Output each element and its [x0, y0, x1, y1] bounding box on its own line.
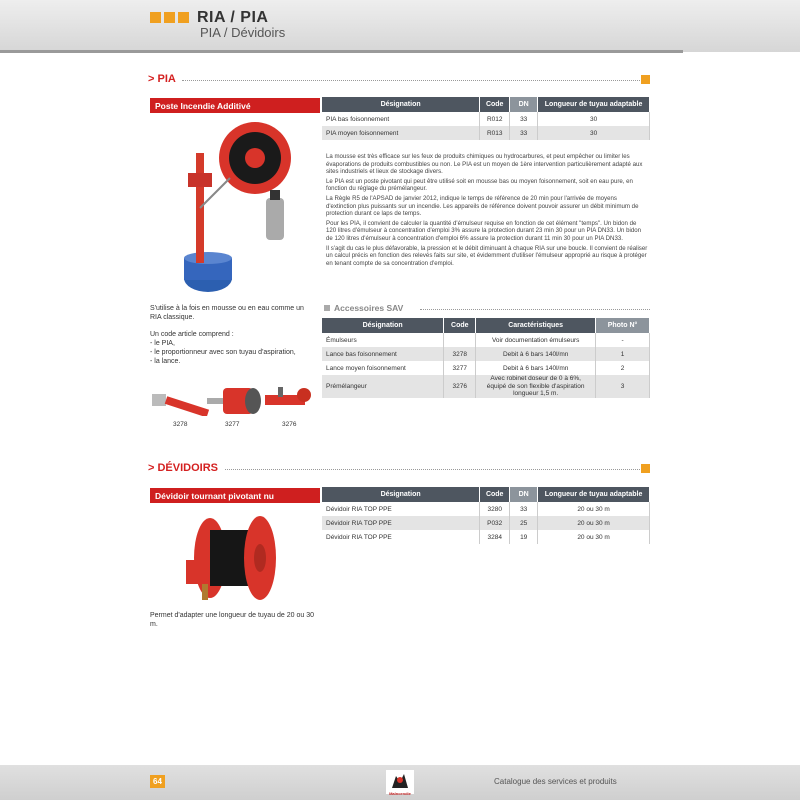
- cell-designation: Dévidoir RIA TOP PPE: [322, 530, 480, 544]
- header-square-icon: [164, 12, 175, 23]
- section-title-pia: [148, 73, 650, 87]
- sav-title: [324, 303, 403, 313]
- list-item: - le proportionneur avec son tuyau d'aspiration,: [150, 349, 296, 356]
- cell-designation: PIA bas foisonnement: [322, 112, 480, 126]
- article-title: Un code article comprend :: [150, 331, 234, 338]
- code-label: 3276: [282, 421, 297, 428]
- col-length: Longueur de tuyau adaptable: [538, 97, 650, 112]
- pia-product-image: [170, 118, 310, 298]
- cell-code: R013: [480, 126, 510, 140]
- cell-designation: PIA moyen foisonnement: [322, 126, 480, 140]
- section-label: > PIA: [148, 73, 182, 85]
- col-length: Longueur de tuyau adaptable: [538, 487, 650, 502]
- devidoir-text: Permet d'adapter une longueur de tuyau de 20 ou 30 m.: [150, 612, 315, 628]
- page-subtitle: PIA / Dévidoirs: [200, 25, 286, 40]
- list-item: - la lance.: [150, 358, 181, 365]
- table-row: [322, 361, 650, 375]
- header-square-icon: [150, 12, 161, 23]
- col-designation: Désignation: [322, 97, 480, 112]
- table-row: [322, 516, 650, 530]
- table-row: [322, 333, 650, 347]
- cell-designation: Dévidoir RIA TOP PPE: [322, 516, 480, 530]
- paragraph: Pour les PIA, il convient de calculer la quantité d'émulseur requise en fonction de cet élément "temps". Un bidon de 120 litres d'émulseur à concentration d'emploi 3% assure la protection durant 23 min 30 pour un PIA DN33. Un bidon de 120 litres d'émulseur à concentration d'emploi 6% assure la protection durant 11 min 30 pour un PIA DN33.: [326, 219, 641, 242]
- pia-table: [322, 97, 650, 140]
- cell-length: 30: [538, 126, 650, 140]
- cell-characteristics: Debit à 6 bars 140l/mn: [476, 361, 596, 375]
- header-divider: [0, 50, 683, 53]
- cell-designation: Lance moyen foisonnement: [322, 361, 444, 375]
- cell-designation: Dévidoir RIA TOP PPE: [322, 502, 480, 516]
- catalog-title: Catalogue des services et produits: [494, 777, 617, 786]
- cell-code: P032: [480, 516, 510, 530]
- lance-moyen-image: [203, 380, 265, 420]
- section-divider: [218, 469, 640, 470]
- col-code: Code: [480, 487, 510, 502]
- paragraph: La mousse est très efficace sur les feux de produits chimiques ou hydrocarbures, et peut empêcher ou limiter les évaporations de produits combustibles ou non. Le PIA est un moyen de 1ère intervention particulièrement adapté aux sites industriels et lieux de stockage divers.: [326, 153, 643, 176]
- cell-code: 3280: [480, 502, 510, 516]
- cell-code: 3277: [444, 361, 476, 375]
- cell-code: 3284: [480, 530, 510, 544]
- cell-characteristics: Avec robinet doseur de 0 à 6%, équipé de son flexible d'aspiration longueur 1,5 m.: [476, 375, 596, 398]
- col-designation: Désignation: [322, 318, 444, 333]
- col-characteristics: Caractéristiques: [476, 318, 596, 333]
- cell-dn: 33: [510, 126, 538, 140]
- table-row: [322, 502, 650, 516]
- cell-characteristics: Voir documentation émulseurs: [476, 333, 596, 347]
- brand-logo-text: MaIncendie: [389, 791, 411, 796]
- table-row: [322, 126, 650, 140]
- devidoirs-table: [322, 487, 650, 544]
- pia-usage-text: S'utilise à la fois en mousse ou en eau comme un RIA classique.: [150, 305, 304, 321]
- paragraph: Il s'agit du cas le plus défavorable, la pression et le débit diminuant à chaque RIA sur une boucle. Il convient de réaliser un calcul précis en fonction des relevés faits sur site, et évidemment d'utiliser l'émulseur approprié au risque à protéger en tenant compte de sa concentration d'emploi.: [326, 244, 648, 267]
- paragraph: La Règle R5 de l'APSAD de janvier 2012, indique le temps de référence de 20 min pour l'arrivée de moyens d'extinction plus puissants sur un incendie. Les appareils de référence doivent pouvoir assurer un débit minimum de protection durant ce laps de temps.: [326, 194, 639, 218]
- cell-dn: 25: [510, 516, 538, 530]
- cell-length: 30: [538, 112, 650, 126]
- sav-table: [322, 318, 650, 398]
- cell-photo: 3: [596, 375, 650, 398]
- table-row: [322, 112, 650, 126]
- col-code: Code: [444, 318, 476, 333]
- cell-code: [444, 333, 476, 347]
- cell-characteristics: Debit à 6 bars 140l/mn: [476, 347, 596, 361]
- cell-code: 3278: [444, 347, 476, 361]
- premelangeur-image: [260, 385, 320, 417]
- cell-dn: 19: [510, 530, 538, 544]
- cell-length: 20 ou 30 m: [538, 502, 650, 516]
- list-item: - le PIA,: [150, 340, 175, 347]
- header-square-icon: [178, 12, 189, 23]
- page-number: 64: [150, 775, 165, 788]
- cell-dn: 33: [510, 502, 538, 516]
- cell-designation: Prémélangeur: [322, 375, 444, 398]
- code-label: 3277: [225, 421, 240, 428]
- cell-designation: Émulseurs: [322, 333, 444, 347]
- col-photo: Photo N°: [596, 318, 650, 333]
- page-title: RIA / PIA: [197, 9, 269, 26]
- col-code: Code: [480, 97, 510, 112]
- cell-designation: Lance bas foisonnement: [322, 347, 444, 361]
- table-row: [322, 375, 650, 398]
- section-square-icon: [641, 75, 650, 84]
- cell-photo: -: [596, 333, 650, 347]
- table-row: [322, 347, 650, 361]
- square-icon: [324, 305, 330, 311]
- cell-length: 20 ou 30 m: [538, 516, 650, 530]
- cell-code: R012: [480, 112, 510, 126]
- sav-title-text: Accessoires SAV: [334, 303, 404, 313]
- section-divider: [182, 80, 640, 81]
- devidoir-red-label: Dévidoir tournant pivotant nu: [150, 488, 320, 503]
- code-label: 3278: [173, 421, 188, 428]
- cell-length: 20 ou 30 m: [538, 530, 650, 544]
- devidoir-product-image: [180, 510, 280, 606]
- cell-photo: 1: [596, 347, 650, 361]
- cell-photo: 2: [596, 361, 650, 375]
- col-dn: DN: [510, 97, 538, 112]
- cell-code: 3276: [444, 375, 476, 398]
- pia-red-label: Poste Incendie Additivé: [150, 98, 320, 113]
- pia-description: [326, 153, 648, 269]
- pia-article-contents: [150, 330, 315, 366]
- section-title-devidoirs: [148, 462, 650, 476]
- table-row: [322, 530, 650, 544]
- section-label: > DÉVIDOIRS: [148, 462, 224, 474]
- section-divider: [420, 309, 650, 310]
- page-header: [0, 0, 800, 52]
- col-designation: Désignation: [322, 487, 480, 502]
- col-dn: DN: [510, 487, 538, 502]
- paragraph: Le PIA est un poste pivotant qui peut être utilisé soit en mousse bas ou moyen foisonnement, soit en eau pure, en fonction du réglage du prémélangeur.: [326, 177, 633, 193]
- section-square-icon: [641, 464, 650, 473]
- cell-dn: 33: [510, 112, 538, 126]
